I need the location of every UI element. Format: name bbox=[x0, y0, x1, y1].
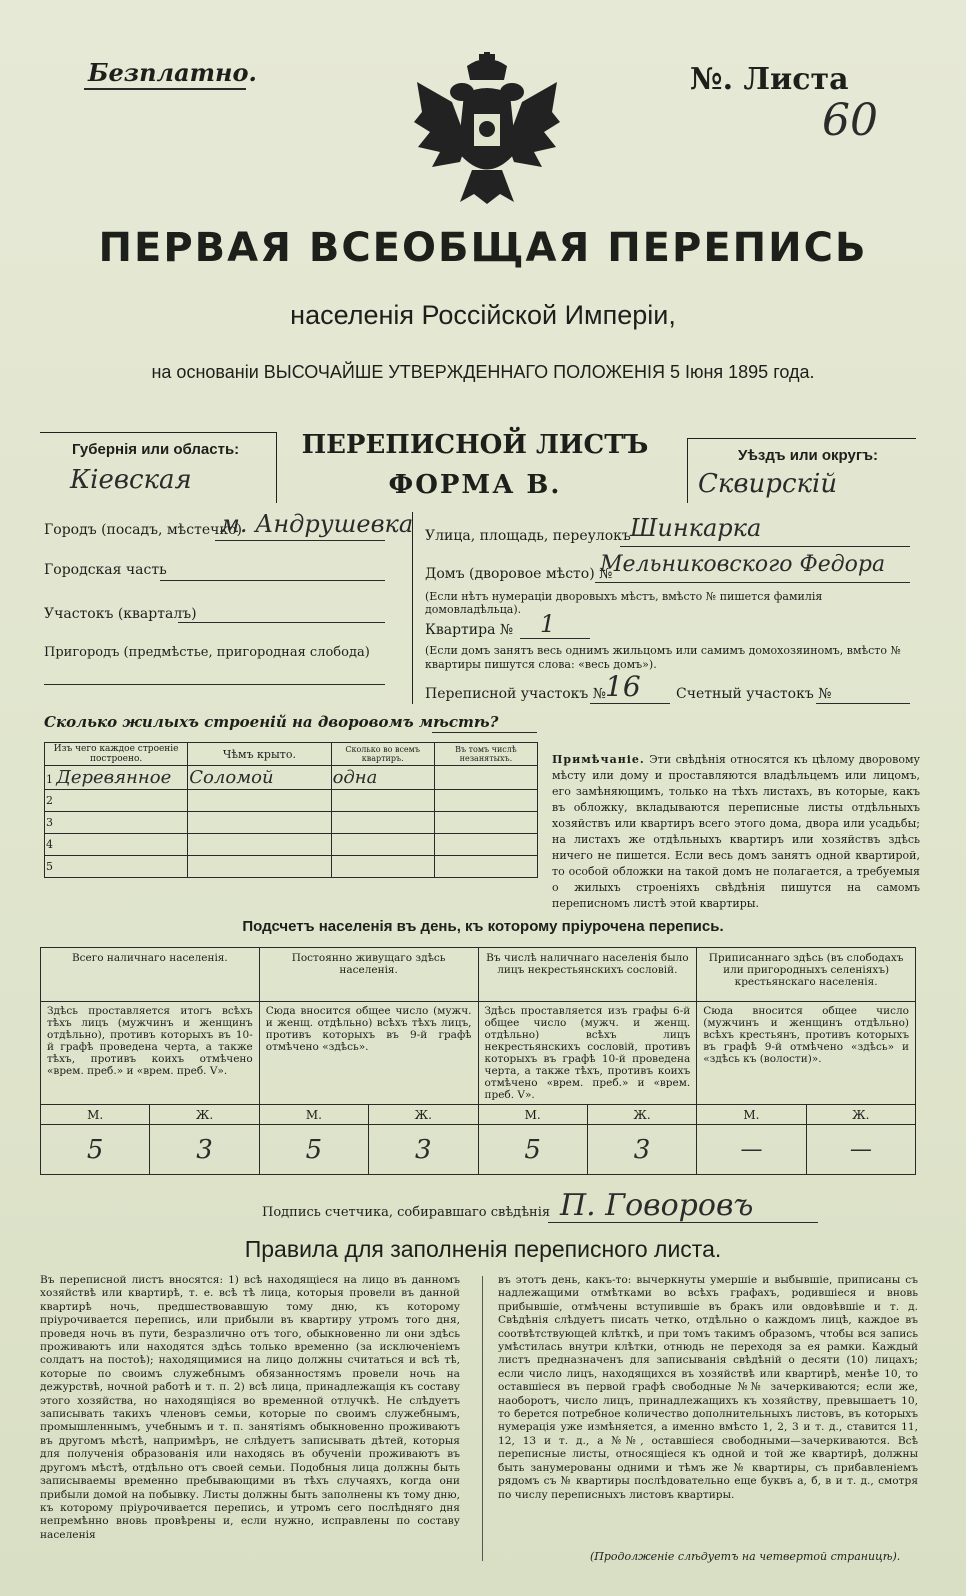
building-roof: Соломой bbox=[188, 766, 331, 790]
street-value: Шинкарка bbox=[630, 514, 762, 542]
note-title: Примѣчаніе. bbox=[552, 753, 645, 766]
table-row bbox=[45, 790, 538, 812]
free-label: Безплатно. bbox=[88, 58, 257, 87]
table-row bbox=[45, 856, 538, 878]
buildings-question-line bbox=[432, 732, 537, 733]
page-subtitle: населенія Россійской Имперіи, bbox=[290, 300, 676, 330]
imperial-eagle-icon bbox=[412, 52, 562, 207]
f-label: Ж. bbox=[806, 1105, 915, 1125]
col-title-permanent: Постоянно живущаго здѣсь населенія. bbox=[259, 948, 478, 1002]
uezd-label: Уѣздъ или округъ: bbox=[738, 447, 879, 464]
building-roof bbox=[188, 812, 331, 834]
col-title-registered: Приписаннаго здѣсь (въ слободахъ или пригородныхъ селеніяхъ) крестьянскаго населенія. bbox=[697, 948, 916, 1002]
city-line bbox=[215, 540, 385, 541]
district-label: Участокъ (кварталъ) bbox=[44, 606, 197, 622]
total-female: 3 bbox=[150, 1125, 259, 1175]
table-row bbox=[45, 766, 538, 790]
building-apts bbox=[331, 856, 434, 878]
table-row bbox=[45, 834, 538, 856]
population-table bbox=[40, 947, 916, 1175]
buildings-header-apts: Сколько во всемъ квартиръ. bbox=[331, 743, 434, 766]
building-vacant bbox=[434, 834, 537, 856]
address-divider bbox=[412, 512, 413, 704]
city-part-label: Городская часть bbox=[44, 562, 167, 578]
rules-continued: (Продолженіе слѣдуетъ на четвертой страницѣ). bbox=[590, 1550, 901, 1563]
city-part-line bbox=[160, 580, 385, 581]
house-label: Домъ (дворовое мѣсто) № bbox=[425, 566, 613, 582]
counting-district-label: Счетный участокъ № bbox=[676, 686, 832, 702]
free-underline bbox=[84, 88, 246, 90]
uezd-box bbox=[687, 438, 916, 503]
table-row bbox=[45, 812, 538, 834]
rules-right-text: въ этотъ день, какъ-то: вычеркнуты умершіе и выбывшіе, приписаны съ надлежащими отмѣтками во всѣхъ графахъ, родившіеся и вновь прибывшіе, отмѣчены вступившіе въ бракъ или овдовѣвшіе и т. д. Свѣдѣнія слѣдуетъ писать четко, отдѣльно о каждомъ лицѣ, каждое въ соотвѣтствующей клѣткѣ, и при томъ такимъ образомъ, чтобы вся запись умѣстилась внутри клѣтки, отнюдь не переходя за ея рамки. Каждый листъ предназначенъ для записыванія свѣдѣній о десяти (10) лицахъ; если число лицъ, находящихся въ хозяйствѣ или квартирѣ, менѣе 10, то оставшіеся въ первой графѣ свободные №№ зачеркиваются; если же, наоборотъ, число лицъ, принадлежащихъ къ хозяйству, превышаетъ 10, то берется потребное количество дополнительныхъ листовъ, въ которыхъ нумерація уже измѣняется, а именно вмѣсто 1, 2, 3 и т. д., ставится 11, 12, 13 и т. д., а №№, оставшіеся свободными—зачеркиваются. Всѣ переписные листы, относящіеся къ одной и той же квартирѣ, должны быть занумерованы одними и тѣмъ же № квартиры, съ прибавленіемъ рядомъ съ № квартиры послѣдовательно еще буквъ а, б, в и т. д., смотря по числу переписныхъ листовъ квартиры. bbox=[498, 1274, 918, 1501]
registered-female: — bbox=[806, 1125, 915, 1175]
buildings-header-roof: Чѣмъ крыто. bbox=[188, 743, 331, 766]
gubernia-value: Кіевская bbox=[70, 465, 192, 495]
signature-label: Подпись счетчика, собиравшаго свѣдѣнія bbox=[262, 1205, 551, 1220]
building-roof bbox=[188, 790, 331, 812]
form-heading: ПЕРЕПИСНОЙ ЛИСТЪ bbox=[301, 430, 649, 460]
apartment-line bbox=[520, 638, 590, 639]
f-label: Ж. bbox=[150, 1105, 259, 1125]
building-apts bbox=[331, 834, 434, 856]
permanent-male: 5 bbox=[259, 1125, 368, 1175]
row-number: 1 bbox=[46, 773, 53, 786]
note-text: Эти свѣдѣнія относятся къ цѣлому дворовому мѣсту или дому и проставляются владѣльцемъ или лицомъ, его замѣняющимъ, только на тѣхъ листахъ, въ которые, какъ въ обложку, вкладываются переписные листы отдѣльныхъ хозяйствъ или квартиръ всего этого дома, двора или усадьбы; на листахъ же отдѣльныхъ квартиръ или хозяйствъ здѣсь ничего не пишется. Если весь домъ занятъ одной квартирой, то особой обложки на такой домъ не полагается, а требуемыя о жилыхъ строеніяхъ свѣдѣнія пишутся на самомъ переписномъ листѣ этой квартиры. bbox=[552, 753, 921, 910]
house-note: (Если нѣтъ нумераціи дворовыхъ мѣстъ, вмѣсто № пишется фамилія домовладѣльца). bbox=[425, 590, 823, 616]
col-desc-nonpeasant: Здѣсь проставляется изъ графы 6-й общее число (мужч. и женщ. отдѣльно) всѣхъ лицъ некрестьянскихъ сословій, противъ которыхъ въ графѣ 10-й проведена черта, а также тѣхъ, противъ коихъ отмѣчено «врем. преб.» и «врем. преб. V». bbox=[478, 1002, 697, 1105]
row-number: 3 bbox=[45, 812, 188, 834]
house-value: Мельниковского Федора bbox=[600, 552, 886, 577]
rules-divider bbox=[482, 1276, 483, 1561]
f-label: Ж. bbox=[587, 1105, 696, 1125]
total-male: 5 bbox=[41, 1125, 150, 1175]
building-material: Деревянное bbox=[56, 767, 172, 788]
col-desc-registered: Сюда вносится общее число (мужчинъ и женщинъ отдѣльно) всѣхъ крестьянъ, противъ которыхъ въ графѣ 9-й отмѣчено «здѣсь» и «здѣсь къ (волости)». bbox=[697, 1002, 916, 1105]
buildings-header-material: Изъ чего каждое строеніе построено. bbox=[45, 743, 188, 766]
apartment-value: 1 bbox=[540, 610, 556, 638]
building-apts: одна bbox=[331, 766, 434, 790]
building-vacant bbox=[434, 856, 537, 878]
col-desc-total: Здѣсь проставляется итогъ всѣхъ тѣхъ лицъ (мужчинъ и женщинъ отдѣльно), противъ которыхъ въ 10-й графѣ проведена черта, а также тѣхъ, противъ коихъ отмѣчено «врем. преб.» и «врем. преб. V». bbox=[41, 1002, 260, 1105]
census-district-label: Переписной участокъ № bbox=[425, 686, 606, 702]
building-apts bbox=[331, 812, 434, 834]
census-district-line bbox=[590, 703, 670, 704]
gubernia-box bbox=[40, 432, 277, 503]
district-line bbox=[178, 622, 385, 623]
buildings-table bbox=[44, 742, 538, 878]
buildings-note bbox=[552, 752, 920, 912]
gubernia-label: Губернія или область: bbox=[72, 441, 240, 458]
signature-value: П. Говоровъ bbox=[560, 1188, 754, 1223]
row-number: 4 bbox=[45, 834, 188, 856]
m-label: М. bbox=[697, 1105, 806, 1125]
nonpeasant-female: 3 bbox=[587, 1125, 696, 1175]
building-material-cell bbox=[45, 766, 188, 790]
f-label: Ж. bbox=[369, 1105, 478, 1125]
m-label: М. bbox=[259, 1105, 368, 1125]
form-name: ФОРМА В. bbox=[388, 470, 562, 500]
city-value: м. Андрушевка bbox=[220, 510, 414, 538]
nonpeasant-male: 5 bbox=[478, 1125, 587, 1175]
rules-left-text: Въ переписной листъ вносятся: 1) всѣ находящіеся на лицо въ данномъ хозяйствѣ или квартирѣ, т. е. всѣ тѣ лица, которыя провели въ данной квартирѣ ночь, предшествовавшую тому дню, къ которому пріурочивается перепись, или прибыли въ квартиру утромъ того дня, проведя ночь въ пути, безразлично отъ того, обыкновенно ли они здѣсь проживаютъ или находятся здѣсь только временно (за исключеніемъ солдатъ на постоѣ); находящимися на лицо должны считаться и всѣ тѣ, которые по своимъ служебнымъ обязанностямъ провели ночь на дежурствѣ, ночной работѣ и т. п. 2) всѣ лица, принадлежащія къ составу этого хозяйства, но находящіяся во временной отлучкѣ. Не слѣдуетъ записывать такихъ членовъ семьи, которые по своимъ служебнымъ, промышленнымъ, учебнымъ и т. п. занятіямъ обыкновенно проживаютъ въ другомъ мѣстѣ, напримѣръ, не слѣдуетъ записывать дѣтей, которыя для полученія образованія или находясь въ обученіи проживаютъ въ другомъ мѣстѣ, отдѣльно отъ своей семьи. Подобныя лица должны быть записываемы временно пребывающими въ тѣхъ случаяхъ, когда они прибыли домой на побывку. Листы должны быть заполнены къ тому дню, къ которому пріурочивается перепись, и утромъ сего послѣдняго дня непремѣнно вновь провѣрены и, если нужно, исправлены по составу населенія bbox=[40, 1274, 460, 1541]
basis-line: на основаніи ВЫСОЧАЙШЕ УТВЕРЖДЕННАГО ПОЛОЖЕНІЯ 5 Іюня 1895 года. bbox=[151, 362, 815, 382]
page-title: ПЕРВАЯ ВСЕОБЩАЯ ПЕРЕПИСЬ bbox=[98, 225, 868, 271]
building-vacant bbox=[434, 766, 537, 790]
population-heading: Подсчетъ населенія въ день, къ которому пріурочена перепись. bbox=[242, 918, 724, 935]
col-title-nonpeasant: Въ числѣ наличнаго населенія было лицъ некрестьянскихъ сословій. bbox=[478, 948, 697, 1002]
building-roof bbox=[188, 834, 331, 856]
suburb-line bbox=[44, 684, 385, 685]
census-district-value: 16 bbox=[605, 670, 641, 703]
uezd-value: Сквирскій bbox=[698, 469, 838, 499]
signature-line bbox=[548, 1222, 818, 1223]
row-number: 2 bbox=[45, 790, 188, 812]
house-line bbox=[595, 582, 910, 583]
counting-district-line bbox=[816, 703, 910, 704]
m-label: М. bbox=[478, 1105, 587, 1125]
building-vacant bbox=[434, 812, 537, 834]
sheet-number-label: №. Листа bbox=[690, 62, 849, 97]
city-label: Городъ (посадъ, мѣстечко) bbox=[44, 522, 243, 538]
buildings-header-vacant: Въ томъ числѣ незанятыхъ. bbox=[434, 743, 537, 766]
apartment-label: Квартира № bbox=[425, 622, 514, 638]
permanent-female: 3 bbox=[369, 1125, 478, 1175]
rules-left-column bbox=[40, 1274, 460, 1559]
apartment-note: (Если домъ занятъ весь однимъ жильцомъ или самимъ домохозяиномъ, вмѣсто № квартиры пишутся слова: «весь домъ»). bbox=[425, 644, 901, 671]
rules-right-column bbox=[498, 1274, 918, 1544]
rules-heading: Правила для заполненія переписного листа. bbox=[244, 1236, 722, 1262]
building-roof bbox=[188, 856, 331, 878]
building-apts bbox=[331, 790, 434, 812]
sheet-number-value: 60 bbox=[822, 95, 878, 146]
building-vacant bbox=[434, 790, 537, 812]
street-label: Улица, площадь, переулокъ bbox=[425, 528, 631, 544]
col-desc-permanent: Сюда вносится общее число (мужч. и женщ. отдѣльно) всѣхъ тѣхъ лицъ, противъ которыхъ въ 9-й графѣ отмѣчено «здѣсь». bbox=[259, 1002, 478, 1105]
suburb-label: Пригородъ (предмѣстье, пригородная слобода) bbox=[44, 645, 370, 660]
buildings-question: Сколько жилыхъ строеній на дворовомъ мѣстѣ? bbox=[44, 713, 499, 731]
col-title-total: Всего наличнаго населенія. bbox=[41, 948, 260, 1002]
row-number: 5 bbox=[45, 856, 188, 878]
registered-male: — bbox=[697, 1125, 806, 1175]
street-line bbox=[620, 546, 910, 547]
m-label: М. bbox=[41, 1105, 150, 1125]
